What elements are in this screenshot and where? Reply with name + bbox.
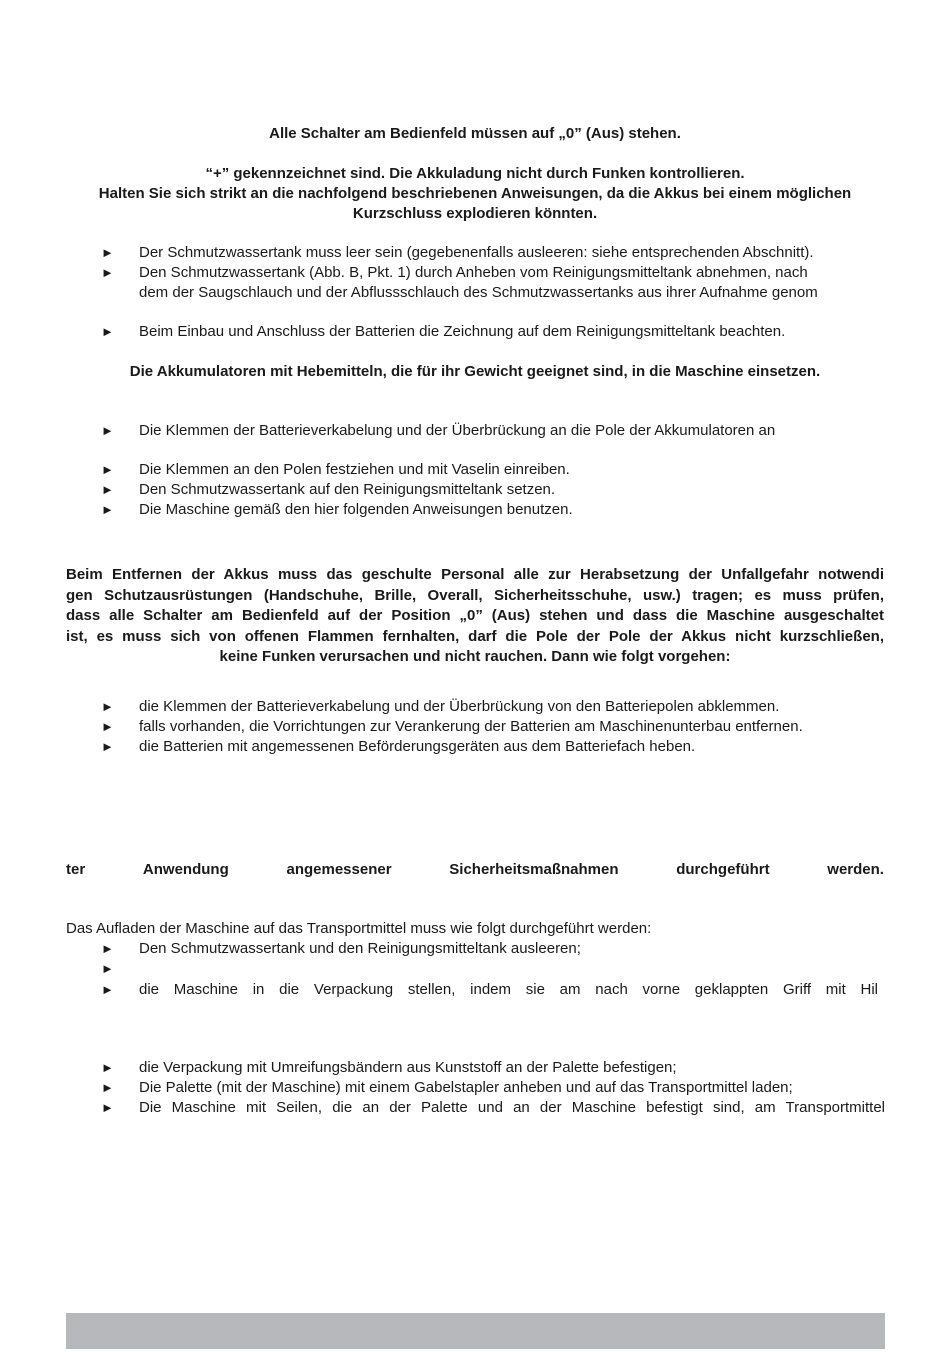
bullet-arrow-icon: ► <box>101 961 114 976</box>
safety-word: werden. <box>827 861 884 878</box>
list-item-text: falls vorhanden, die Vorrichtungen zur Verankerung der Batterien am Maschinenunterbau entfernen. <box>139 718 803 735</box>
warning-line: ist, es muss sich von offenen Flammen fernhalten, darf die Pole der Pole der Akkus nicht kurzschließen, <box>66 627 884 645</box>
list-item-text: Beim Einbau und Anschluss der Batterien die Zeichnung auf dem Reinigungsmitteltank beachten. <box>139 323 786 340</box>
bullet-arrow-icon: ► <box>101 423 114 438</box>
list-item-text: dem der Saugschlauch und der Abflussschlauch des Schmutzwassertanks aus ihrer Aufnahme genom <box>139 284 818 301</box>
bullet-arrow-icon: ► <box>101 1080 114 1095</box>
bullet-arrow-icon: ► <box>101 699 114 714</box>
footer-bar <box>66 1313 885 1349</box>
warning-line: gen Schutzausrüstungen (Handschuhe, Brille, Overall, Sicherheitsschuhe, usw.) tragen; es muss prüfen, <box>66 586 884 604</box>
safety-line <box>66 860 884 880</box>
bullet-arrow-icon: ► <box>101 1060 114 1075</box>
lift-note: Die Akkumulatoren mit Hebemitteln, die für ihr Gewicht geeignet sind, in die Maschine einsetzen. <box>129 363 821 380</box>
list-item-text: Der Schmutzwassertank muss leer sein (gegebenenfalls ausleeren: siehe entsprechenden Abschnitt). <box>139 244 814 261</box>
list-item-text: Die Palette (mit der Maschine) mit einem Gabelstapler anheben und auf das Transportmittel laden; <box>139 1079 793 1096</box>
bullet-arrow-icon: ► <box>101 719 114 734</box>
bullet-arrow-icon: ► <box>101 482 114 497</box>
list-item-text: Die Klemmen der Batterieverkabelung und der Überbrückung an die Pole der Akkumulatoren an <box>139 422 776 439</box>
list-item-text: Die Maschine mit Seilen, die an der Palette und an der Maschine befestigt sind, am Transportmittel <box>139 1099 885 1116</box>
transport-intro: Das Aufladen der Maschine auf das Transportmittel muss wie folgt durchgeführt werden: <box>66 920 652 937</box>
bullet-arrow-icon: ► <box>101 502 114 517</box>
removal-warning <box>66 565 884 668</box>
list-item-text: die Klemmen der Batterieverkabelung und der Überbrückung von den Batteriepolen abklemmen. <box>139 698 780 715</box>
list-item-text: die Batterien mit angemessenen Beförderungsgeräten aus dem Batteriefach heben. <box>139 738 696 755</box>
bullet-arrow-icon: ► <box>101 1100 114 1115</box>
warning-line: “+” gekennzeichnet sind. Die Akkuladung nicht durch Funken kontrollieren. <box>205 165 745 182</box>
bullet-arrow-icon: ► <box>101 739 114 754</box>
safety-word: ter <box>66 861 86 878</box>
warning-line: dass alle Schalter am Bedienfeld auf der Position „0” (Aus) stehen und dass die Maschine ausgeschaltet <box>66 607 884 624</box>
switch-heading: Alle Schalter am Bedienfeld müssen auf „0” (Aus) stehen. <box>269 125 681 142</box>
safety-word: Anwendung <box>142 861 229 878</box>
warning-line: keine Funken verursachen und nicht rauchen. Dann wie folgt vorgehen: <box>219 648 731 665</box>
safety-word: angemessener <box>286 861 392 878</box>
list-item-text: Den Schmutzwassertank auf den Reinigungsmitteltank setzen. <box>139 481 556 498</box>
bullet-arrow-icon: ► <box>101 941 114 956</box>
bullet-arrow-icon: ► <box>101 462 114 477</box>
list-item-text: die Verpackung mit Umreifungsbändern aus Kunststoff an der Palette befestigen; <box>139 1059 677 1076</box>
bullet-arrow-icon: ► <box>101 982 114 997</box>
list-item-text: Den Schmutzwassertank (Abb. B, Pkt. 1) durch Anheben vom Reinigungsmitteltank abnehmen, nach <box>139 264 808 281</box>
bullet-arrow-icon: ► <box>101 245 114 260</box>
list-item-text: die Maschine in die Verpackung stellen, indem sie am nach vorne geklappten Griff mit Hil <box>139 981 878 998</box>
bullet-arrow-icon: ► <box>101 265 114 280</box>
bullet-arrow-icon: ► <box>101 324 114 339</box>
list-item-text: Den Schmutzwassertank und den Reinigungsmitteltank ausleeren; <box>139 940 581 957</box>
warning-line: Halten Sie sich strikt an die nachfolgend beschriebenen Anweisungen, da die Akkus bei einem möglichen <box>98 185 852 202</box>
safety-word: durchgeführt <box>676 861 770 878</box>
list-item-text: Die Klemmen an den Polen festziehen und mit Vaselin einreiben. <box>139 461 570 478</box>
list-item-text: Die Maschine gemäß den hier folgenden Anweisungen benutzen. <box>139 501 573 518</box>
warning-line: Beim Entfernen der Akkus muss das geschulte Personal alle zur Herabsetzung der Unfallgefahr notwendi <box>66 566 884 583</box>
warning-line: Kurzschluss explodieren könnten. <box>352 205 598 222</box>
safety-word: Sicherheitsmaßnahmen <box>449 861 619 878</box>
